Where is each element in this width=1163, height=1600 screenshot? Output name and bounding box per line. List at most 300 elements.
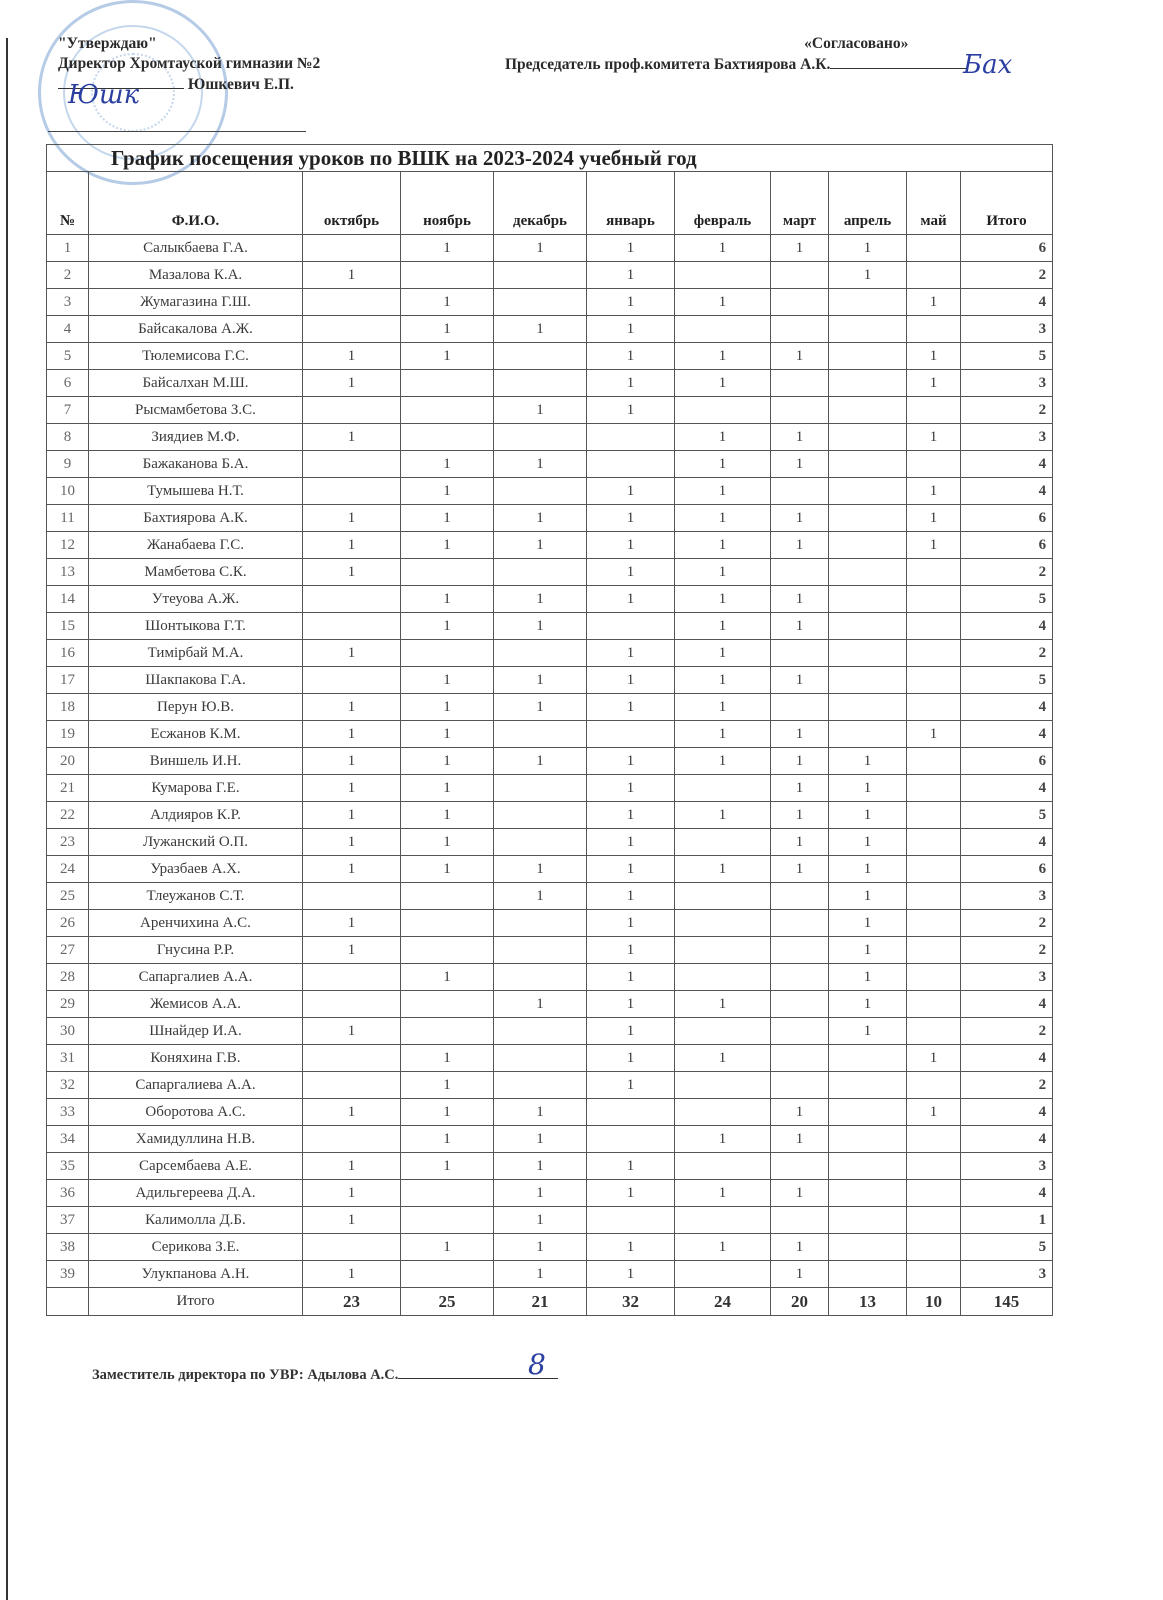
month-visit-cell (675, 262, 771, 289)
table-row (47, 532, 1053, 559)
month-visit-cell (771, 991, 829, 1018)
month-visit-cell: 1 (771, 505, 829, 532)
month-visit-cell (401, 397, 494, 424)
month-visit-cell: 1 (771, 586, 829, 613)
month-visit-cell: 1 (771, 343, 829, 370)
month-visit-cell (771, 883, 829, 910)
table-row (47, 586, 1053, 613)
table-row (47, 343, 1053, 370)
row-number: 16 (47, 640, 89, 667)
month-visit-cell: 1 (587, 586, 675, 613)
divider-line (48, 131, 306, 132)
month-visit-cell: 1 (587, 1018, 675, 1045)
month-visit-cell (907, 667, 961, 694)
month-visit-cell (907, 856, 961, 883)
month-visit-cell: 1 (401, 829, 494, 856)
table-row (47, 1153, 1053, 1180)
month-visit-cell (494, 478, 587, 505)
teacher-name: Зиядиев М.Ф. (89, 424, 303, 451)
month-visit-cell: 1 (907, 505, 961, 532)
table-row (47, 937, 1053, 964)
month-visit-cell (675, 397, 771, 424)
month-visit-cell (303, 316, 401, 343)
month-visit-cell: 1 (675, 694, 771, 721)
month-visit-cell (829, 343, 907, 370)
column-header: ноябрь (401, 172, 494, 235)
month-visit-cell: 1 (401, 532, 494, 559)
row-number: 6 (47, 370, 89, 397)
footer-signoff (92, 1366, 558, 1384)
month-visit-cell: 1 (587, 1072, 675, 1099)
month-visit-cell: 1 (494, 505, 587, 532)
row-total: 5 (961, 667, 1053, 694)
month-visit-cell (907, 451, 961, 478)
month-visit-cell: 1 (771, 829, 829, 856)
month-visit-cell (401, 370, 494, 397)
row-total: 4 (961, 613, 1053, 640)
month-visit-cell (907, 937, 961, 964)
month-visit-cell: 1 (303, 370, 401, 397)
month-visit-cell: 1 (675, 343, 771, 370)
column-header: февраль (675, 172, 771, 235)
month-visit-cell (907, 694, 961, 721)
month-visit-cell: 1 (401, 1099, 494, 1126)
month-visit-cell (829, 721, 907, 748)
column-header: январь (587, 172, 675, 235)
month-visit-cell: 1 (587, 262, 675, 289)
teacher-name: Сапаргалиева А.А. (89, 1072, 303, 1099)
month-visit-cell (829, 397, 907, 424)
month-visit-cell: 1 (587, 235, 675, 262)
table-row (47, 964, 1053, 991)
teacher-name: Тлеужанов С.Т. (89, 883, 303, 910)
month-visit-cell: 1 (587, 370, 675, 397)
month-visit-cell: 1 (587, 856, 675, 883)
table-row (47, 559, 1053, 586)
row-total: 4 (961, 289, 1053, 316)
month-visit-cell (907, 1072, 961, 1099)
month-visit-cell (675, 883, 771, 910)
month-visit-cell (829, 640, 907, 667)
month-visit-cell: 1 (401, 478, 494, 505)
month-visit-cell (494, 1045, 587, 1072)
month-visit-cell: 1 (401, 1045, 494, 1072)
row-total: 3 (961, 1261, 1053, 1288)
month-visit-cell (829, 1045, 907, 1072)
month-visit-cell: 1 (675, 235, 771, 262)
month-visit-cell: 1 (675, 478, 771, 505)
month-visit-cell (829, 559, 907, 586)
month-visit-cell: 1 (401, 721, 494, 748)
month-visit-cell: 1 (401, 235, 494, 262)
month-visit-cell (494, 262, 587, 289)
month-visit-cell (829, 1261, 907, 1288)
month-visit-cell (303, 586, 401, 613)
deputy-director-label: Заместитель директора по УВР: Адылова А.С. (92, 1367, 399, 1383)
month-visit-cell: 1 (771, 1180, 829, 1207)
month-visit-cell (829, 478, 907, 505)
month-visit-cell (401, 1018, 494, 1045)
teacher-name: Бахтиярова А.К. (89, 505, 303, 532)
month-visit-cell: 1 (303, 262, 401, 289)
month-visit-cell (401, 1207, 494, 1234)
month-visit-cell: 1 (303, 532, 401, 559)
month-visit-cell (907, 964, 961, 991)
month-visit-cell: 1 (587, 397, 675, 424)
month-visit-cell: 1 (401, 1126, 494, 1153)
row-total: 6 (961, 856, 1053, 883)
month-visit-cell (771, 1207, 829, 1234)
row-number: 23 (47, 829, 89, 856)
month-visit-cell (494, 964, 587, 991)
month-visit-cell: 1 (907, 289, 961, 316)
month-visit-cell: 1 (675, 802, 771, 829)
month-visit-cell: 1 (587, 1045, 675, 1072)
month-visit-cell: 1 (771, 451, 829, 478)
month-visit-cell (907, 748, 961, 775)
month-visit-cell (829, 424, 907, 451)
month-visit-cell (303, 1045, 401, 1072)
teacher-name: Утеуова А.Ж. (89, 586, 303, 613)
month-visit-cell (587, 451, 675, 478)
month-visit-cell: 1 (829, 856, 907, 883)
month-visit-cell: 1 (675, 586, 771, 613)
table-row (47, 424, 1053, 451)
month-visit-cell: 1 (401, 343, 494, 370)
month-visit-cell (771, 964, 829, 991)
teacher-name: Алдияров К.Р. (89, 802, 303, 829)
table-row (47, 1126, 1053, 1153)
month-visit-cell: 1 (907, 424, 961, 451)
month-visit-cell (401, 910, 494, 937)
month-visit-cell: 1 (494, 694, 587, 721)
month-visit-cell: 1 (587, 559, 675, 586)
month-visit-cell: 1 (907, 532, 961, 559)
month-visit-cell: 1 (494, 1180, 587, 1207)
table-row (47, 397, 1053, 424)
agree-label: «Согласовано» (804, 35, 909, 52)
scan-edge-line (6, 38, 8, 1600)
month-visit-cell: 1 (587, 478, 675, 505)
row-number: 31 (47, 1045, 89, 1072)
month-visit-cell (675, 1261, 771, 1288)
teacher-name: Байсалхан М.Ш. (89, 370, 303, 397)
agreement-block (505, 34, 968, 75)
table-row (47, 802, 1053, 829)
month-visit-cell (401, 559, 494, 586)
table-row (47, 289, 1053, 316)
month-visit-cell: 1 (771, 1261, 829, 1288)
month-visit-cell (494, 559, 587, 586)
deputy-signature: 8 (528, 1348, 546, 1381)
month-visit-cell: 1 (829, 748, 907, 775)
month-visit-cell (303, 964, 401, 991)
row-total: 2 (961, 910, 1053, 937)
month-visit-cell: 1 (401, 748, 494, 775)
table-row (47, 775, 1053, 802)
month-visit-cell: 1 (303, 856, 401, 883)
table-row (47, 1207, 1053, 1234)
month-visit-cell (907, 316, 961, 343)
month-visit-cell: 1 (303, 1180, 401, 1207)
month-visit-cell: 1 (587, 343, 675, 370)
month-visit-cell: 1 (907, 1099, 961, 1126)
month-visit-cell: 1 (303, 1261, 401, 1288)
month-visit-cell: 1 (303, 694, 401, 721)
month-visit-cell (494, 910, 587, 937)
row-total: 3 (961, 1153, 1053, 1180)
column-header: Ф.И.О. (89, 172, 303, 235)
teacher-name: Мазалова К.А. (89, 262, 303, 289)
month-visit-cell: 1 (771, 721, 829, 748)
month-visit-cell: 1 (303, 1018, 401, 1045)
chair-signature-line (830, 54, 968, 69)
month-visit-cell (587, 721, 675, 748)
row-total: 2 (961, 262, 1053, 289)
month-visit-cell (771, 1045, 829, 1072)
month-visit-cell (829, 316, 907, 343)
month-visit-cell: 1 (771, 424, 829, 451)
month-visit-cell (771, 694, 829, 721)
month-visit-cell (494, 1072, 587, 1099)
chair-position: Председатель проф.комитета Бахтиярова А.К. (505, 56, 831, 73)
month-total: 32 (587, 1288, 675, 1316)
month-visit-cell: 1 (494, 883, 587, 910)
month-visit-cell (675, 1099, 771, 1126)
month-visit-cell (303, 991, 401, 1018)
month-visit-cell: 1 (771, 613, 829, 640)
month-visit-cell (829, 1099, 907, 1126)
month-visit-cell (494, 1018, 587, 1045)
month-visit-cell (771, 559, 829, 586)
month-visit-cell: 1 (675, 289, 771, 316)
month-visit-cell: 1 (303, 1099, 401, 1126)
month-visit-cell (907, 613, 961, 640)
month-visit-cell: 1 (771, 532, 829, 559)
row-number: 13 (47, 559, 89, 586)
month-visit-cell: 1 (675, 667, 771, 694)
teacher-name: Виншель И.Н. (89, 748, 303, 775)
column-header: май (907, 172, 961, 235)
teacher-name: Тумышева Н.Т. (89, 478, 303, 505)
month-visit-cell (675, 829, 771, 856)
month-visit-cell (587, 424, 675, 451)
month-visit-cell: 1 (494, 1153, 587, 1180)
month-visit-cell (494, 829, 587, 856)
teacher-name: Тюлемисова Г.С. (89, 343, 303, 370)
table-row (47, 640, 1053, 667)
month-visit-cell: 1 (675, 532, 771, 559)
page-title: График посещения уроков по ВШК на 2023-2024 учебный год (47, 145, 1053, 172)
month-visit-cell (907, 262, 961, 289)
teacher-name: Шнайдер И.А. (89, 1018, 303, 1045)
month-visit-cell (303, 478, 401, 505)
month-visit-cell (675, 937, 771, 964)
month-visit-cell: 1 (587, 937, 675, 964)
month-visit-cell (829, 289, 907, 316)
table-row (47, 667, 1053, 694)
table-row (47, 991, 1053, 1018)
month-visit-cell: 1 (401, 694, 494, 721)
month-visit-cell (401, 424, 494, 451)
month-visit-cell (907, 1234, 961, 1261)
teacher-name: Жемисов А.А. (89, 991, 303, 1018)
row-number: 5 (47, 343, 89, 370)
month-visit-cell (675, 1207, 771, 1234)
month-visit-cell (907, 883, 961, 910)
month-visit-cell: 1 (587, 640, 675, 667)
month-visit-cell: 1 (675, 1126, 771, 1153)
row-total: 4 (961, 451, 1053, 478)
teacher-name: Коняхина Г.В. (89, 1045, 303, 1072)
month-visit-cell (907, 802, 961, 829)
month-visit-cell: 1 (401, 667, 494, 694)
month-visit-cell: 1 (401, 451, 494, 478)
table-row (47, 235, 1053, 262)
month-visit-cell: 1 (675, 991, 771, 1018)
month-visit-cell (829, 505, 907, 532)
month-visit-cell (587, 1099, 675, 1126)
month-visit-cell: 1 (587, 694, 675, 721)
month-visit-cell (303, 1072, 401, 1099)
month-visit-cell (829, 1234, 907, 1261)
month-visit-cell (494, 343, 587, 370)
row-number: 17 (47, 667, 89, 694)
month-visit-cell: 1 (401, 505, 494, 532)
row-total: 2 (961, 1072, 1053, 1099)
row-total: 1 (961, 1207, 1053, 1234)
row-number: 20 (47, 748, 89, 775)
month-visit-cell (401, 640, 494, 667)
month-visit-cell (829, 694, 907, 721)
month-visit-cell: 1 (494, 235, 587, 262)
month-visit-cell: 1 (303, 505, 401, 532)
month-visit-cell: 1 (829, 829, 907, 856)
row-number: 7 (47, 397, 89, 424)
month-visit-cell: 1 (494, 1099, 587, 1126)
table-row (47, 613, 1053, 640)
row-number: 29 (47, 991, 89, 1018)
month-visit-cell: 1 (829, 802, 907, 829)
row-total: 4 (961, 694, 1053, 721)
month-visit-cell (771, 640, 829, 667)
month-visit-cell (829, 1207, 907, 1234)
month-visit-cell: 1 (587, 316, 675, 343)
row-number: 32 (47, 1072, 89, 1099)
month-visit-cell (771, 1018, 829, 1045)
month-visit-cell (907, 559, 961, 586)
month-visit-cell (401, 991, 494, 1018)
table-row (47, 478, 1053, 505)
totals-label: Итого (89, 1288, 303, 1316)
month-visit-cell: 1 (494, 532, 587, 559)
table-row (47, 1072, 1053, 1099)
row-number: 35 (47, 1153, 89, 1180)
row-number: 28 (47, 964, 89, 991)
month-visit-cell (675, 316, 771, 343)
row-number: 27 (47, 937, 89, 964)
row-number: 10 (47, 478, 89, 505)
month-visit-cell (907, 829, 961, 856)
month-visit-cell: 1 (771, 775, 829, 802)
row-number: 30 (47, 1018, 89, 1045)
month-visit-cell: 1 (587, 1180, 675, 1207)
teacher-name: Оборотова А.С. (89, 1099, 303, 1126)
row-total: 5 (961, 1234, 1053, 1261)
month-visit-cell: 1 (907, 370, 961, 397)
month-visit-cell: 1 (401, 586, 494, 613)
row-number: 19 (47, 721, 89, 748)
month-visit-cell (907, 1153, 961, 1180)
month-visit-cell: 1 (303, 424, 401, 451)
month-visit-cell: 1 (401, 802, 494, 829)
month-visit-cell: 1 (829, 262, 907, 289)
table-row (47, 883, 1053, 910)
month-visit-cell: 1 (675, 1045, 771, 1072)
month-visit-cell: 1 (303, 640, 401, 667)
month-visit-cell: 1 (675, 559, 771, 586)
director-signature: Юшк (68, 80, 140, 110)
month-visit-cell: 1 (829, 775, 907, 802)
table-row (47, 1099, 1053, 1126)
row-total: 2 (961, 640, 1053, 667)
table-row (47, 829, 1053, 856)
table-row (47, 316, 1053, 343)
month-total: 20 (771, 1288, 829, 1316)
month-visit-cell (829, 370, 907, 397)
row-number: 37 (47, 1207, 89, 1234)
row-total: 2 (961, 559, 1053, 586)
row-total: 5 (961, 343, 1053, 370)
month-visit-cell (494, 937, 587, 964)
row-total: 3 (961, 316, 1053, 343)
month-visit-cell (494, 640, 587, 667)
row-total: 4 (961, 1045, 1053, 1072)
month-visit-cell: 1 (494, 667, 587, 694)
table-row (47, 1261, 1053, 1288)
month-visit-cell: 1 (587, 1261, 675, 1288)
month-visit-cell (771, 478, 829, 505)
month-visit-cell (771, 937, 829, 964)
month-visit-cell (829, 1180, 907, 1207)
month-visit-cell (829, 613, 907, 640)
column-header: октябрь (303, 172, 401, 235)
month-total: 24 (675, 1288, 771, 1316)
month-visit-cell: 1 (401, 775, 494, 802)
director-name: Юшкевич Е.П. (187, 76, 294, 93)
month-visit-cell (829, 1072, 907, 1099)
row-number: 36 (47, 1180, 89, 1207)
month-visit-cell (675, 964, 771, 991)
month-visit-cell: 1 (587, 667, 675, 694)
month-visit-cell: 1 (771, 856, 829, 883)
month-visit-cell (303, 1234, 401, 1261)
teacher-name: Жумагазина Г.Ш. (89, 289, 303, 316)
row-total: 4 (961, 478, 1053, 505)
month-visit-cell: 1 (771, 1234, 829, 1261)
month-visit-cell (401, 937, 494, 964)
month-visit-cell: 1 (587, 1234, 675, 1261)
row-total: 4 (961, 829, 1053, 856)
month-visit-cell (829, 532, 907, 559)
row-total: 6 (961, 532, 1053, 559)
month-visit-cell: 1 (494, 991, 587, 1018)
row-number: 1 (47, 235, 89, 262)
column-header: Итого (961, 172, 1053, 235)
row-total: 3 (961, 424, 1053, 451)
row-total: 3 (961, 964, 1053, 991)
month-visit-cell (303, 667, 401, 694)
